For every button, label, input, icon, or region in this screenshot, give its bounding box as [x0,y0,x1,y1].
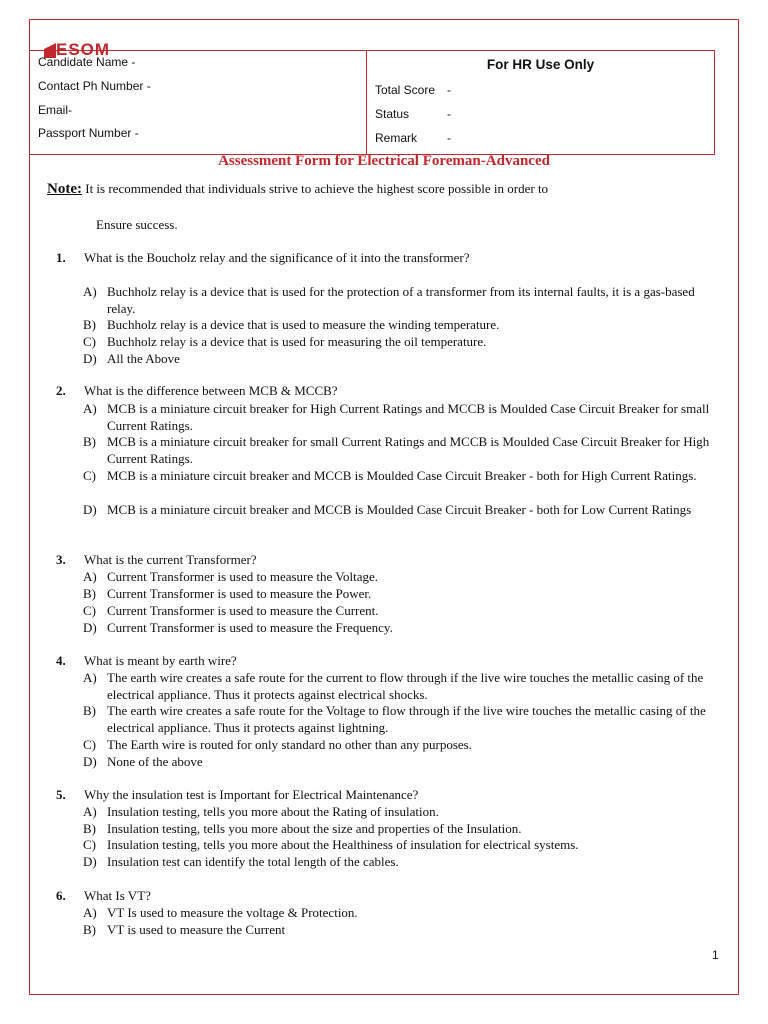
option-letter: B) [83,821,96,836]
option-text: All the Above [107,351,180,366]
question-text: What is the difference between MCB & MCCB? [84,383,338,398]
option-letter: B) [83,922,96,937]
note [47,181,548,198]
option-letter: D) [83,351,97,366]
option-text: The Earth wire is routed for only standard no other than any purposes. [107,737,472,752]
question-number: 6. [56,888,66,903]
option-text: VT is used to measure the Current [107,922,286,937]
option-text: The earth wire creates a safe route for the current to flow through if the live wire touches the metallic casing of the electrical appliance. Thus it protects against electrical shocks. [107,670,704,702]
option-letter: A) [83,569,97,584]
option-text: Current Transformer is used to measure the Power. [107,586,372,601]
option-letter: C) [83,737,96,752]
option-letter: C) [83,603,96,618]
option-text: Current Transformer is used to measure the Frequency. [107,620,393,635]
question-number: 4. [56,653,66,668]
question-number: 2. [56,383,66,398]
hr-field-value: - [447,107,451,121]
option-letter: B) [83,586,96,601]
option-text: Buchholz relay is a device that is used for the protection of a transformer from its internal faults, it is a gas-based relay. [107,284,695,316]
question-text: What is meant by earth wire? [84,653,237,668]
question-number: 5. [56,787,66,802]
logo-text: ESOM [56,40,111,59]
option-text: MCB is a miniature circuit breaker and MCCB is Moulded Case Circuit Breaker - both for High Current Ratings. [107,468,697,483]
option-text: MCB is a miniature circuit breaker for small Current Ratings and MCCB is Moulded Case Circuit Breaker for High Current Ratings. [107,434,710,466]
hr-field-remark [375,131,451,145]
note-label: Note: [47,181,82,197]
page-number: 1 [712,948,719,962]
option-text: MCB is a miniature circuit breaker and MCCB is Moulded Case Circuit Breaker - both for Low Current Ratings [107,502,692,517]
option-letter: B) [83,434,96,449]
option-text: Insulation testing, tells you more about the Healthiness of insulation for electrical systems. [107,837,579,852]
form-title: Assessment Form for Electrical Foreman-Advanced [218,153,550,169]
question-text: What is the Boucholz relay and the significance of it into the transformer? [84,250,470,265]
option-letter: C) [83,334,96,349]
option-text: Buchholz relay is a device that is used to measure the winding temperature. [107,317,500,332]
hr-field-label: Total Score [375,83,436,97]
question-text: Why the insulation test is Important for Electrical Maintenance? [84,787,419,802]
option-letter: B) [83,317,96,332]
hr-section-title: For HR Use Only [486,57,595,72]
option-text: Buchholz relay is a device that is used for measuring the oil temperature. [107,334,487,349]
contact-phone-label: Contact Ph Number - [38,79,151,93]
option-text: Current Transformer is used to measure the Voltage. [107,569,379,584]
option-letter: C) [83,837,96,852]
option-letter: A) [83,804,97,819]
option-letter: A) [83,401,97,416]
option-text: VT Is used to measure the voltage & Protection. [107,905,358,920]
hr-field-total-score [375,83,451,97]
option-text: MCB is a miniature circuit breaker for High Current Ratings and MCCB is Moulded Case Circuit Breaker for small Current Ratings. [107,401,710,433]
option-letter: A) [83,670,97,685]
candidate-info [30,51,367,154]
question-text: What is the current Transformer? [84,552,257,567]
hr-field-label: Status [375,107,410,121]
hr-field-label: Remark [375,131,418,145]
question-number: 3. [56,552,66,567]
option-letter: A) [83,284,97,299]
option-letter: D) [83,754,97,769]
option-text: The earth wire creates a safe route for the Voltage to flow through if the live wire touches the metallic casing of the electrical appliance. Thus it protects against lightning. [107,703,706,735]
passport-number-label: Passport Number - [38,126,139,140]
option-letter: D) [83,854,97,869]
header-table [29,50,715,155]
note-text: It is recommended that individuals strive to achieve the highest score possible in order to [81,181,549,196]
candidate-name-label: Candidate Name - [38,55,136,69]
question-text: What Is VT? [84,888,151,903]
email-label: Email- [38,103,73,117]
option-text: None of the above [107,754,203,769]
hr-field-status [375,107,451,121]
option-letter: A) [83,905,97,920]
option-letter: D) [83,502,97,517]
option-letter: C) [83,468,96,483]
note-continuation: Ensure success. [96,217,178,232]
option-text: Insulation test can identify the total length of the cables. [107,854,399,869]
option-text: Insulation testing, tells you more about the Rating of insulation. [107,804,439,819]
hr-field-value: - [447,131,451,145]
option-text: Current Transformer is used to measure the Current. [107,603,379,618]
option-text: Insulation testing, tells you more about the size and properties of the Insulation. [107,821,522,836]
option-letter: B) [83,703,96,718]
option-letter: D) [83,620,97,635]
hr-use-section [367,51,714,154]
question-number: 1. [56,250,66,265]
hr-field-value: - [447,83,451,97]
